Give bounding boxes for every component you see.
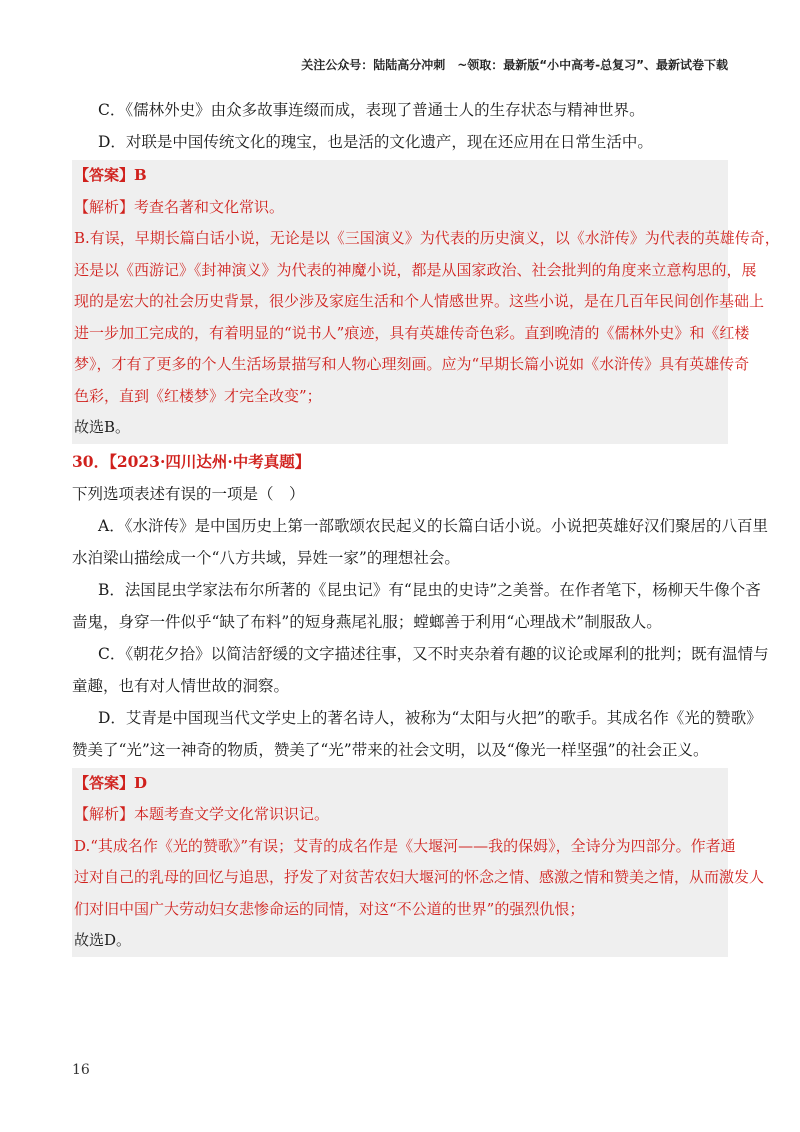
q30-analysis-line: 过对自己的乳母的回忆与追思，抒发了对贫苦农妇大堰河的怀念之情、感激之情和赞美之情，从而激发人 bbox=[74, 868, 765, 886]
q30-option-a-line: 水泊梁山描绘成一个“八方共域，异姓一家”的理想社会。 bbox=[72, 548, 460, 567]
q29-analysis-line: 梦》，才有了更多的个人生活场景描写和人物心理刻画。应为“早期长篇小说如《水浒传》具有英雄传奇 bbox=[74, 355, 750, 373]
q30-stem: 下列选项表述有误的一项是（ ） bbox=[72, 484, 305, 503]
q29-analysis-line: B.有误，早期长篇白话小说，无论是以《三国演义》为代表的历史演义，以《水浒传》为代表的英雄传奇， bbox=[74, 229, 780, 247]
q30-option-a-line: A．《水浒传》是中国历史上第一部歌颂农民起义的长篇白话小说。小说把英雄好汉们聚居的八百里 bbox=[98, 516, 768, 535]
q29-option-c: C．《儒林外史》由众多故事连缀而成，表现了普通士人的生存状态与精神世界。 bbox=[98, 101, 645, 119]
q30-analysis-line: D.“其成名作《光的赞歌》”有误；艾青的成名作是《大堰河——我的保姆》，全诗分为四部分。作者通 bbox=[74, 836, 736, 855]
q29-analysis-line: 进一步加工完成的，有着明显的“说书人”痕迹，具有英雄传奇色彩。直到晚清的《儒林外史》和《红楼 bbox=[74, 323, 750, 342]
q30-conclusion: 故选D。 bbox=[74, 931, 132, 949]
q29-answer-label: 【答案】B bbox=[74, 166, 147, 184]
q29-conclusion: 故选B。 bbox=[74, 418, 131, 436]
q29-analysis-label: 【解析】考查名著和文化常识。 bbox=[74, 197, 285, 216]
q30-option-b-line: B．法国昆虫学家法布尔所著的《昆虫记》有“昆虫的史诗”之美誉。在作者笔下，杨柳天牛像个吝 bbox=[98, 580, 761, 599]
q30-option-b-line: 啬鬼，身穿一件似乎“缺了布料”的短身燕尾礼服；螳螂善于利用“心理战术”制服敌人。 bbox=[72, 612, 662, 631]
q30-option-c-line: C．《朝花夕拾》以简洁舒缓的文字描述往事，又不时夹杂着有趣的议论或犀利的批判；既有温情与 bbox=[98, 644, 769, 663]
page-number: 16 bbox=[72, 1062, 90, 1078]
q30-answer-box bbox=[72, 768, 765, 957]
q30-number-label: 30．【2023·四川达州·中考真题】 bbox=[72, 451, 311, 471]
q30-option-c-line: 童趣，也有对人情世故的洞察。 bbox=[72, 676, 290, 695]
page-header: 关注公众号：陆陆高分冲刺 ~领取：最新版“小中高考-总复习”、最新试卷下载 bbox=[301, 58, 728, 72]
q29-option-d: D．对联是中国传统文化的瑰宝，也是活的文化遗产，现在还应用在日常生活中。 bbox=[98, 133, 653, 151]
q30-analysis-line: 们对旧中国广大劳动妇女悲惨命运的同情，对这“不公道的世界”的强烈仇恨； bbox=[74, 899, 585, 918]
q30-analysis-label: 【解析】本题考查文学文化常识识记。 bbox=[74, 805, 330, 823]
q30-option-d-line: 赞美了“光”这一神奇的物质，赞美了“光”带来的社会文明，以及“像光一样坚强”的社会正义。 bbox=[72, 740, 709, 759]
q29-analysis-line: 色彩，直到《红楼梦》才完全改变”； bbox=[74, 386, 322, 405]
q29-analysis-line: 现的是宏大的社会历史背景，很少涉及家庭生活和个人情感世界。这些小说，是在几百年民间创作基础上 bbox=[74, 292, 765, 310]
q29-analysis-line: 还是以《西游记》《封神演义》为代表的神魔小说，都是从国家政治、社会批判的角度来立意构思的，展 bbox=[74, 260, 757, 279]
q30-answer-label: 【答案】D bbox=[74, 773, 148, 792]
q29-answer-box bbox=[72, 160, 780, 444]
q30-option-d-line: D．艾青是中国现当代文学史上的著名诗人，被称为“太阳与火把”的歌手。其成名作《光的赞歌》 bbox=[98, 708, 762, 727]
page-content bbox=[72, 94, 780, 959]
